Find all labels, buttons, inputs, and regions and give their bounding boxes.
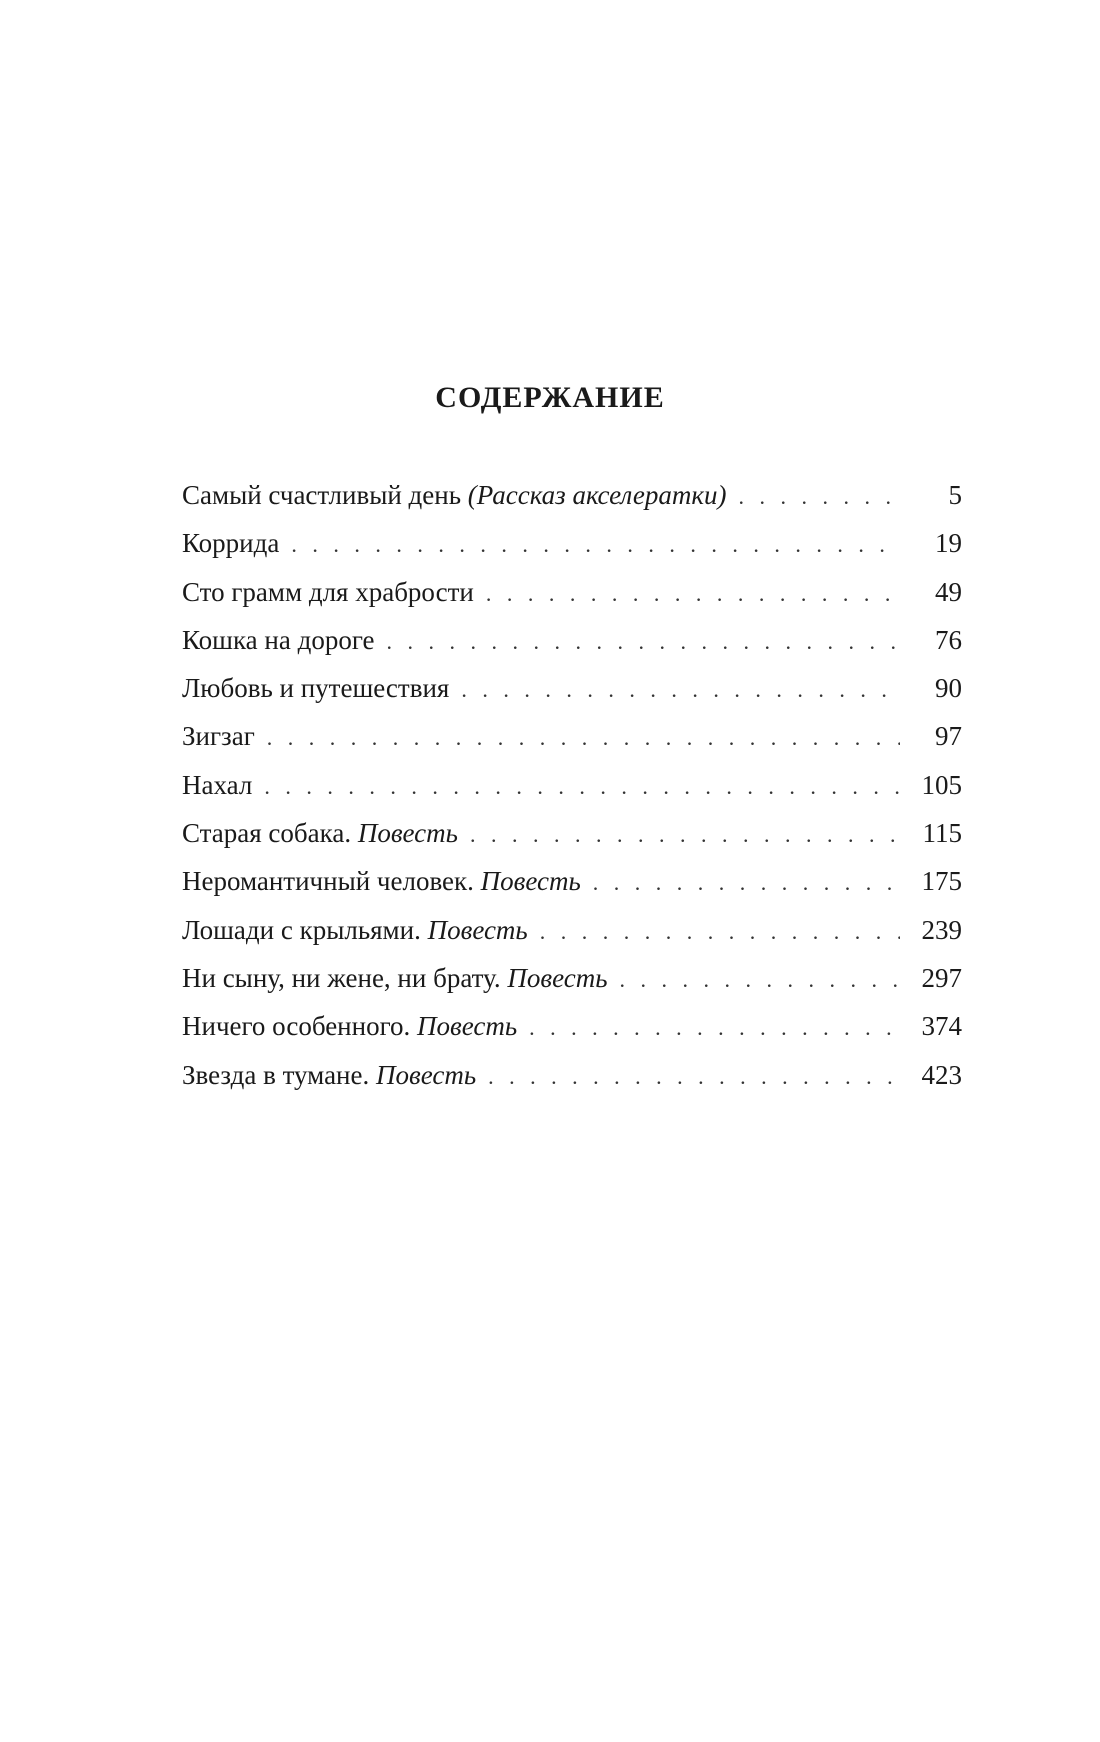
entry-subtitle: Повесть <box>357 818 458 849</box>
page-number: 115 <box>922 818 962 849</box>
toc-entry <box>182 671 962 719</box>
entry-text <box>182 864 581 898</box>
page-number: 297 <box>921 962 962 993</box>
toc-entry <box>182 864 962 912</box>
page-number: 239 <box>921 914 962 945</box>
dot-leader <box>593 866 900 900</box>
entry-subtitle: Повесть <box>427 914 528 945</box>
toc-entry <box>182 575 962 623</box>
toc-entry <box>182 1009 962 1057</box>
toc-entry <box>182 768 962 816</box>
page-number: 97 <box>935 721 962 752</box>
entry-title: Старая собака. <box>182 818 358 849</box>
toc-entry <box>182 913 962 961</box>
entry-text <box>182 575 474 609</box>
toc-entry <box>182 719 962 767</box>
dot-leader <box>461 673 900 707</box>
entry-title: Любовь и путешествия <box>182 673 450 704</box>
page-number: 374 <box>921 1011 962 1042</box>
page-number: 5 <box>948 480 962 510</box>
entry-text <box>182 1009 517 1043</box>
entry-title: Самый счастливый день <box>182 480 468 510</box>
entry-title: Сто грамм для храбрости <box>182 576 474 607</box>
entry-title: Ничего особенного. <box>182 1011 417 1042</box>
entry-subtitle: Повесть <box>375 1059 477 1090</box>
page-number: 175 <box>921 866 962 897</box>
entry-subtitle: Повесть <box>507 962 608 993</box>
toc-entry <box>182 816 962 864</box>
table-of-contents <box>182 478 962 1106</box>
page-number: 76 <box>935 624 962 655</box>
page-title: СОДЕРЖАНИЕ <box>435 381 665 414</box>
entry-subtitle: Повесть <box>480 866 581 897</box>
dot-leader <box>486 577 900 611</box>
entry-text <box>182 671 449 705</box>
entry-subtitle: Повесть <box>416 1011 518 1042</box>
toc-entry <box>182 1058 962 1106</box>
entry-text <box>182 768 252 802</box>
dot-leader <box>619 963 900 997</box>
entry-title: Коррида <box>182 528 280 559</box>
entry-text <box>182 1058 476 1092</box>
toc-entry <box>182 961 962 1009</box>
page-number: 49 <box>935 576 962 607</box>
dot-leader <box>529 1011 900 1045</box>
dot-leader <box>488 1060 900 1094</box>
entry-text <box>182 478 727 512</box>
dot-leader <box>540 915 900 949</box>
dot-leader <box>291 528 900 562</box>
entry-title: Кошка на дороге <box>182 624 375 655</box>
entry-subtitle: (Рассказ акселератки) <box>467 480 727 510</box>
page-number: 90 <box>935 673 962 704</box>
entry-text <box>182 913 528 947</box>
entry-text <box>182 623 375 657</box>
entry-text <box>182 816 458 850</box>
dot-leader <box>267 721 900 755</box>
dot-leader <box>739 480 900 514</box>
page-number: 19 <box>935 528 962 559</box>
toc-entry <box>182 623 962 671</box>
page-number: 105 <box>921 769 962 800</box>
entry-text <box>182 719 255 753</box>
entry-title: Неромантичный человек. <box>182 866 481 897</box>
entry-title: Лошади с крыльями. <box>182 914 428 945</box>
entry-text <box>182 961 607 995</box>
dot-leader <box>264 770 900 804</box>
toc-entry <box>182 478 962 526</box>
dot-leader <box>470 818 900 852</box>
entry-title: Нахал <box>182 769 253 800</box>
dot-leader <box>387 625 900 659</box>
page-number: 423 <box>921 1059 962 1090</box>
entry-title: Зигзаг <box>182 721 255 752</box>
entry-title: Ни сыну, ни жене, ни брату. <box>182 962 508 993</box>
entry-text <box>182 526 279 560</box>
toc-entry <box>182 526 962 574</box>
entry-title: Звезда в тумане. <box>182 1059 376 1090</box>
